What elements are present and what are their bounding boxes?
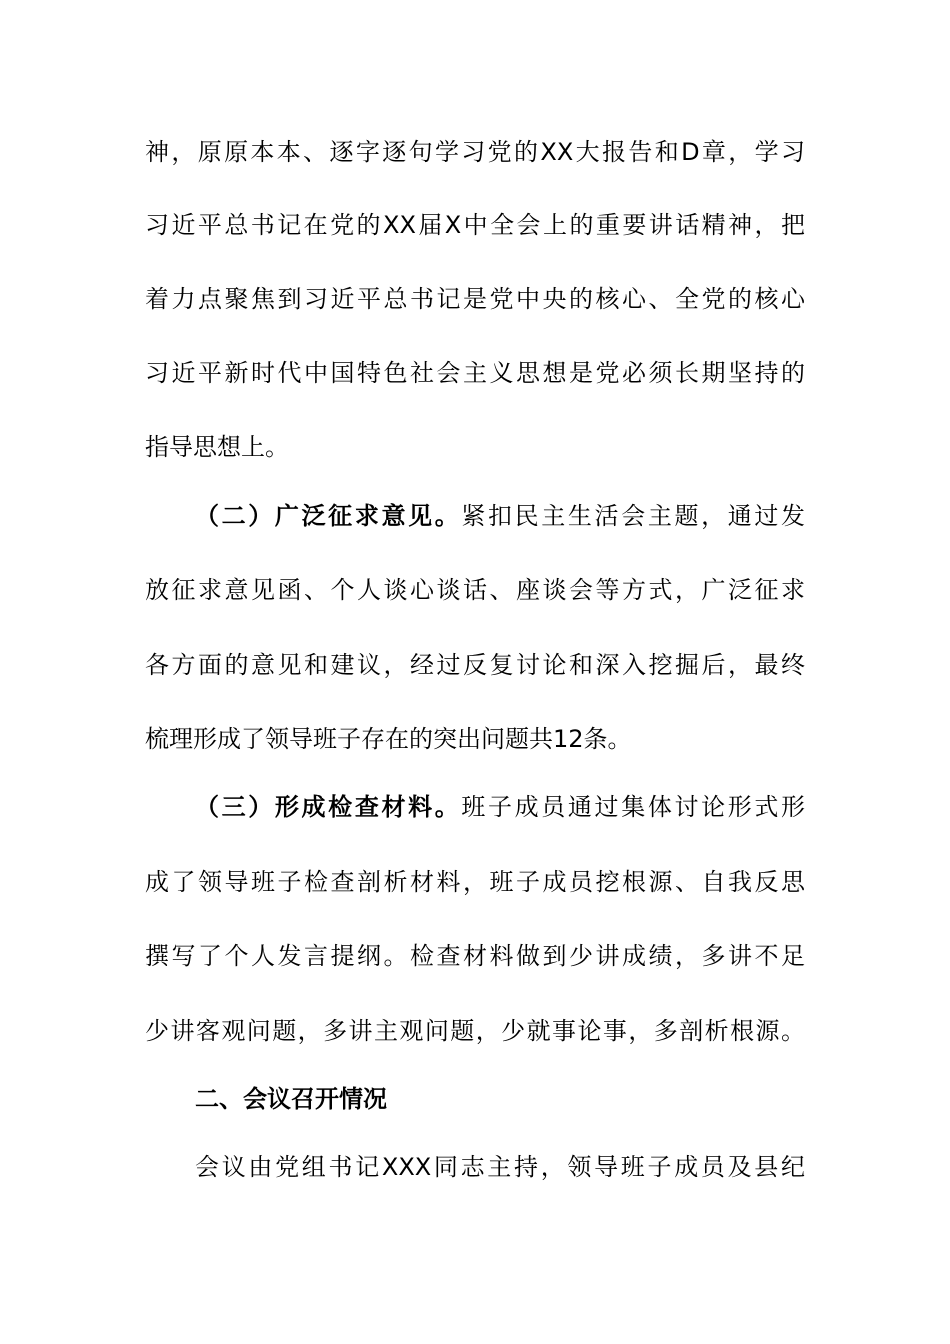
section2-heading: 二、会议召开情况 xyxy=(195,1085,387,1113)
paragraph3-line-4: 少讲客观问题，多讲主观问题，少就事论事，多剖析根源。 xyxy=(145,1017,805,1045)
paragraph2-line-4: 梳理形成了领导班子存在的突出问题共12条。 xyxy=(145,725,632,753)
paragraph3-first-line-text: 班子成员通过集体讨论形式形 xyxy=(461,793,806,821)
paragraph1-line-1: 神，原原本本、逐字逐句学习党的XX大报告和D章，学习 xyxy=(145,138,805,166)
paragraph2-line-2: 放征求意见函、个人谈心谈话、座谈会等方式，广泛征求 xyxy=(145,576,805,604)
paragraph3-line-2: 成了领导班子检查剖析材料，班子成员挖根源、自我反思 xyxy=(145,868,805,896)
paragraph2-line-3: 各方面的意见和建议，经过反复讨论和深入挖掘后，最终 xyxy=(145,651,805,679)
paragraph2-first-line-text: 紧扣民主生活会主题，通过发 xyxy=(461,502,806,530)
paragraph1-line-2: 习近平总书记在党的XX届X中全会上的重要讲话精神，把 xyxy=(145,211,805,239)
paragraph1-line-3: 着力点聚焦到习近平总书记是党中央的核心、全党的核心 xyxy=(145,285,805,313)
paragraph1-line-4: 习近平新时代中国特色社会主义思想是党必须长期坚持的 xyxy=(145,359,805,387)
paragraph3-first-line xyxy=(195,787,805,827)
paragraph2-first-line xyxy=(195,496,805,536)
paragraph4-first-line: 会议由党组书记XXX同志主持，领导班子成员及县纪 xyxy=(195,1153,805,1181)
paragraph3-line-3: 撰写了个人发言提纲。检查材料做到少讲成绩，多讲不足 xyxy=(145,942,805,970)
paragraph1-line-5: 指导思想上。 xyxy=(145,433,289,461)
paragraph2-heading: （二）广泛征求意见。 xyxy=(195,502,462,530)
paragraph3-heading: （三）形成检查材料。 xyxy=(195,793,462,821)
